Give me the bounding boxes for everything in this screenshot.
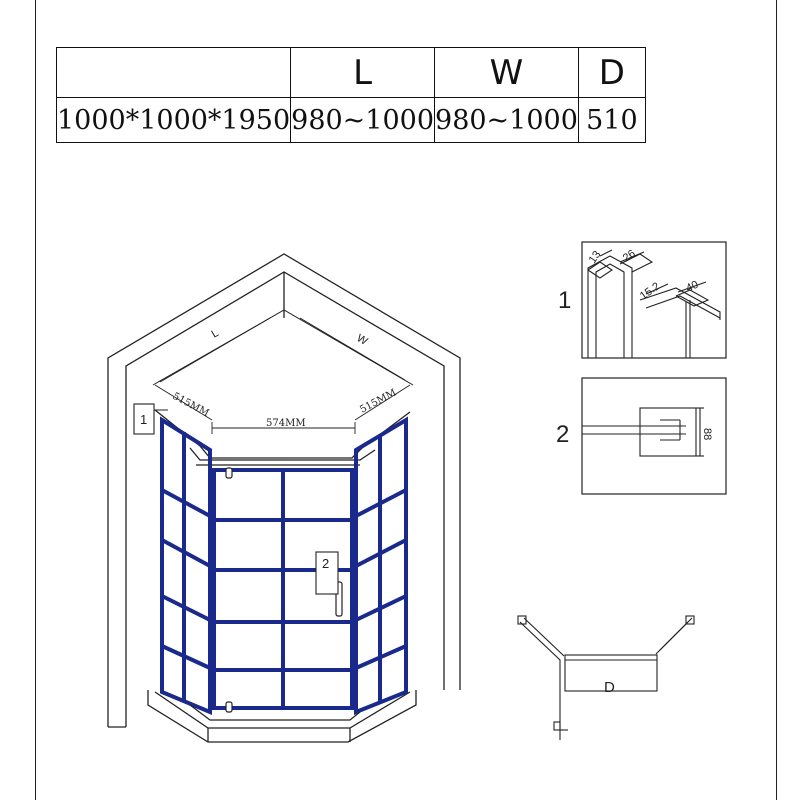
detail-1-dim-40: 40 [684, 278, 701, 295]
dimension-lines [155, 318, 410, 434]
blue-frame-grid [162, 420, 406, 712]
value-cell-size: 1000*1000*1950 [57, 98, 291, 143]
detail-2-label: 2 [556, 421, 570, 448]
right-side-panel [356, 420, 406, 712]
bottom-hinge [226, 702, 232, 712]
label-l: L [209, 327, 221, 341]
header-cell-l: L [291, 48, 435, 98]
callout-1-text: 1 [140, 412, 148, 427]
header-cell-d: D [578, 48, 645, 98]
callout-2-marker [316, 552, 338, 594]
value-cell-w: 980~1000 [435, 98, 579, 143]
detail-1 [558, 242, 726, 358]
header-cell-w: W [435, 48, 579, 98]
label-w: W [354, 332, 370, 348]
dim-door: 574MM [266, 418, 306, 429]
left-side-panel [162, 420, 210, 712]
detail-2-dim-88: 88 [701, 428, 713, 441]
dim-left-panel: 515MM [170, 390, 211, 420]
detail-1-dim-26: 26 [620, 247, 638, 265]
detail-1-dim-13: 13 [586, 248, 604, 266]
top-hinge [226, 468, 232, 478]
detail-1-dim-15-2: 15.2 [637, 280, 663, 303]
detail-1-label: 1 [558, 287, 572, 314]
plan-view-label-d: D [604, 679, 615, 696]
value-cell-d: 510 [578, 98, 645, 143]
plan-view [518, 616, 694, 740]
value-cell-l: 980~1000 [291, 98, 435, 143]
callout-2-text: 2 [322, 556, 330, 571]
dim-right-panel: 515MM [358, 387, 399, 416]
detail-2 [556, 378, 726, 494]
